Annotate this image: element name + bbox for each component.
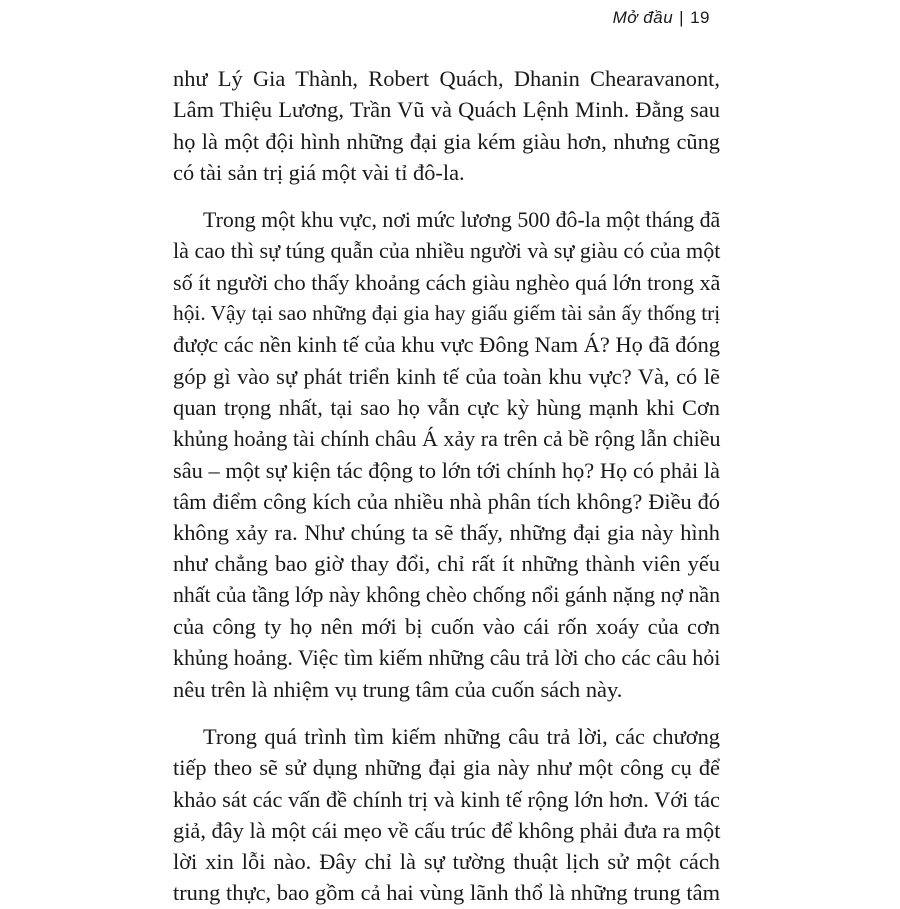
paragraph-gap bbox=[173, 188, 720, 204]
text-line: của công ty họ nên mới bị cuốn vào cái rốn xoáy của cơn bbox=[173, 614, 720, 640]
text-line: số ít người cho thấy khoảng cách giàu nghèo quá lớn trong xã bbox=[173, 269, 721, 295]
text-line: khảo sát các vấn đề chính trị và kinh tế rộng lớn hơn. Với tác bbox=[173, 786, 720, 812]
text-line: sâu – một sự kiện tác động to lớn tới chính họ? Họ có phải là bbox=[173, 457, 720, 483]
text-line: tâm điểm công kích của nhiều nhà phân tích không? Điều đó bbox=[173, 488, 720, 514]
paragraph bbox=[173, 721, 720, 909]
text-line: hội. Vậy tại sao những đại gia hay giấu giếm tài sản ấy thống trị bbox=[173, 301, 721, 326]
text-line: trung thực, bao gồm cả hai vùng lãnh thổ là những trung tâm bbox=[173, 880, 720, 906]
page-number: 19 bbox=[690, 8, 710, 27]
text-line: lời xin lỗi nào. Đây chỉ là sự tường thuật lịch sử một cách bbox=[173, 849, 720, 875]
text-line: có tài sản trị giá một vài tỉ đô-la. bbox=[173, 159, 465, 185]
text-line: họ là một đội hình những đại gia kém giàu hơn, nhưng cũng bbox=[173, 128, 720, 154]
text-line: quan trọng nhất, tại sao họ vẫn cực kỳ hùng mạnh khi Cơn bbox=[173, 394, 720, 420]
text-line: giả, đây là một cái mẹo về cấu trúc để không phải đưa ra một bbox=[173, 817, 721, 843]
text-line: không xảy ra. Như chúng ta sẽ thấy, những đại gia này hình bbox=[173, 520, 720, 546]
text-line: như chẳng bao giờ thay đổi, chỉ rất ít những thành viên yếu bbox=[173, 551, 720, 577]
text-line: tiếp theo sẽ sử dụng những đại gia này như một công cụ để bbox=[173, 755, 720, 781]
text-line: được các nền kinh tế của khu vực Đông Nam Á? Họ đã đóng bbox=[173, 332, 720, 358]
text-line: khủng hoảng. Việc tìm kiếm những câu trả lời cho các câu hỏi bbox=[173, 645, 721, 671]
text-line: là cao thì sự túng quẫn của nhiều người và sự giàu có của một bbox=[173, 238, 721, 264]
text-line: nhất của tầng lớp này không chèo chống nổi gánh nặng nợ nần bbox=[173, 582, 720, 607]
text-line: nêu trên là nhiệm vụ trung tâm của cuốn sách này. bbox=[173, 676, 623, 702]
running-header bbox=[613, 8, 710, 28]
paragraph-gap bbox=[173, 705, 720, 721]
header-separator: | bbox=[679, 8, 685, 27]
text-line: góp gì vào sự phát triển kinh tế của toàn khu vực? Và, có lẽ bbox=[173, 363, 720, 389]
body-text bbox=[173, 63, 720, 909]
text-line: Lâm Thiệu Lương, Trần Vũ và Quách Lệnh Minh. Đằng sau bbox=[173, 97, 720, 123]
paragraph bbox=[173, 204, 720, 705]
chapter-title: Mở đầu bbox=[612, 8, 674, 27]
paragraph bbox=[173, 63, 720, 188]
text-line: như Lý Gia Thành, Robert Quách, Dhanin Chearavanont, bbox=[173, 66, 720, 91]
text-line: khủng hoảng tài chính châu Á xảy ra trên cả bề rộng lẫn chiều bbox=[173, 426, 721, 452]
text-line: Trong quá trình tìm kiếm những câu trả lời, các chương bbox=[203, 723, 720, 749]
text-line: Trong một khu vực, nơi mức lương 500 đô-la một tháng đã bbox=[203, 207, 721, 233]
